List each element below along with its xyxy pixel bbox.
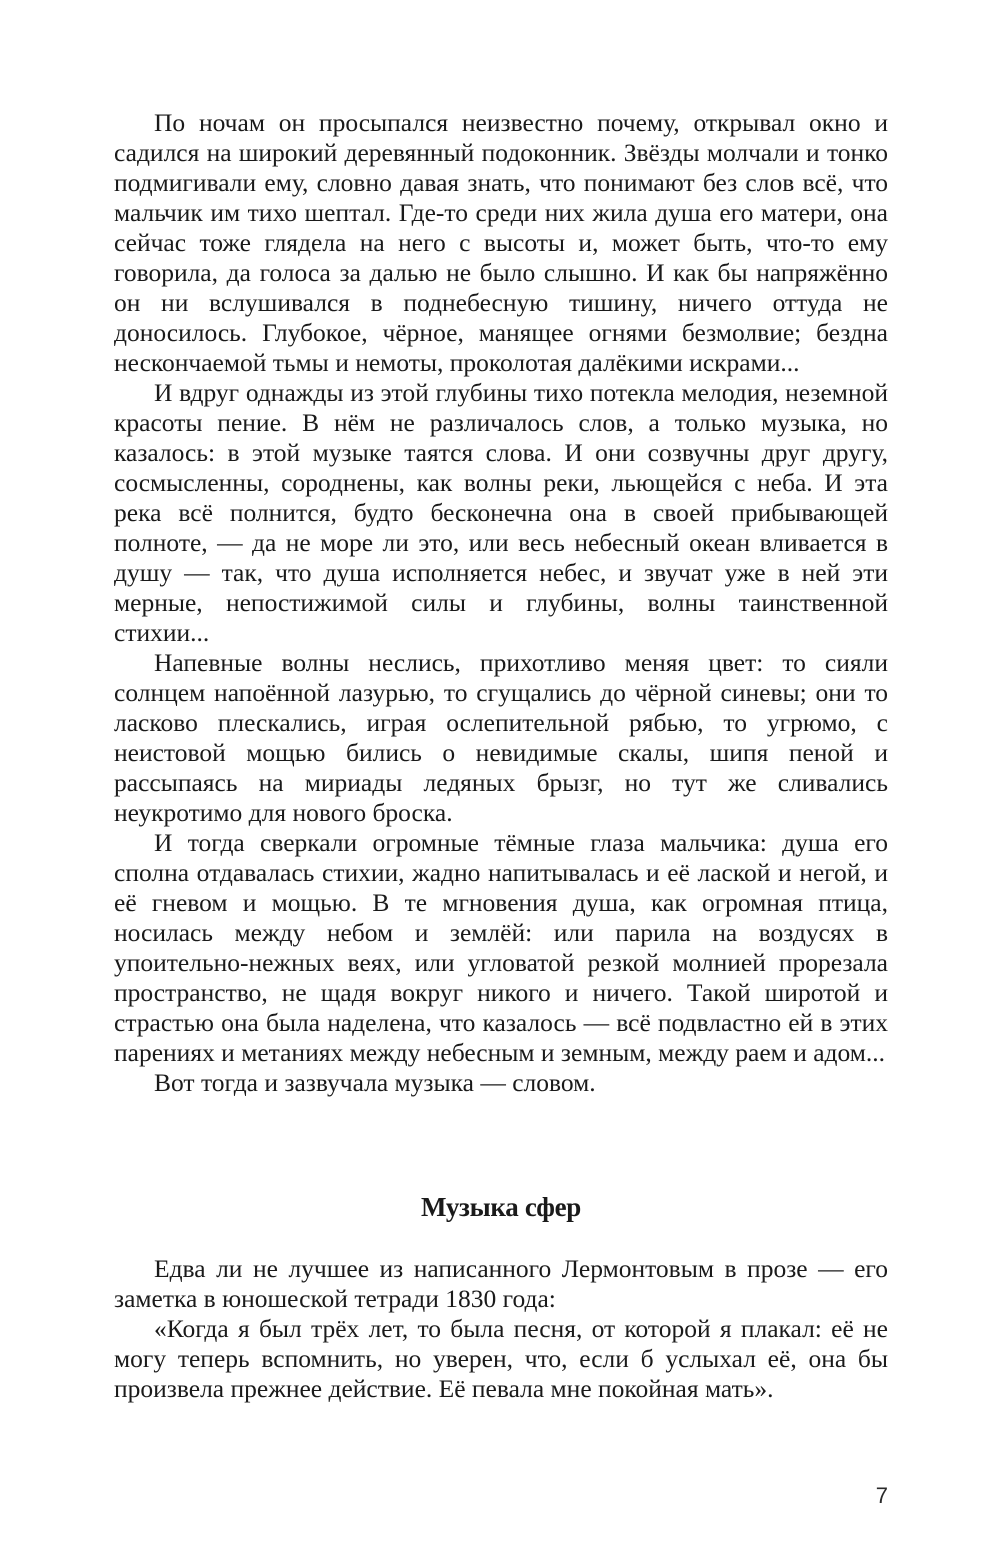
paragraph: Едва ли не лучшее из написанного Лермонтовым в прозе — его заметка в юношеской тетради 1830 года: <box>114 1254 888 1313</box>
paragraph: И вдруг однажды из этой глубины тихо потекла мелодия, неземной красоты пение. В нём не различалось слов, а только музыка, но казалось: в этой музыке таятся слова. И они созвучны друг другу, сосмысленны, сороднены, как волны реки, льющейся с неба. И эта река всё полнится, будто бесконечна она в своей прибывающей полноте, — да не море ли это, или весь небесный океан вливается в душу — так, что душа исполняется небес, и звучат уже в ней эти мерные, непостижимой силы и глубины, волны таинственной стихии... <box>114 378 888 647</box>
paragraph: «Когда я был трёх лет, то была песня, от которой я плакал: её не могу теперь вспомнить, но уверен, что, если б услыхал её, она бы произвела прежнее действие. Её певала мне покойная мать». <box>114 1314 888 1403</box>
paragraph: Вот тогда и зазвучала музыка — словом. <box>154 1068 596 1097</box>
paragraph: И тогда сверкали огромные тёмные глаза мальчика: душа его сполна отдавалась стихии, жадно напитывалась и её лаской и негой, и её гневом и мощью. В те мгновения душа, как огромная птица, носилась между небом и землёй: или парила на воздусях в упоительно-нежных веях, или угловатой резкой молнией прорезала пространство, не щадя вокруг никого и ничего. Такой широтой и страстью она была наделена, что казалось — всё подвластно ей в этих парениях и метаниях между небесным и земным, между раем и адом... <box>114 828 888 1067</box>
body-text-section-1 <box>114 108 888 1098</box>
section-heading: Музыка сфер <box>421 1192 581 1222</box>
body-text-section-2 <box>114 1254 888 1404</box>
paragraph: По ночам он просыпался неизвестно почему, открывал окно и садился на широкий деревянный подоконник. Звёзды молчали и тонко подмигивали ему, словно давая знать, что понимают без слов всё, что мальчик им тихо шептал. Где-то среди них жила душа его матери, она сейчас тоже глядела на него с высоты и, может быть, что-то ему говорила, да голоса за далью не было слышно. И как бы напряжённо он ни вслушивался в поднебесную тишину, ничего оттуда не доносилось. Глубокое, чёрное, манящее огнями безмолвие; бездна нескончаемой тьмы и немоты, проколотая далёкими искрами... <box>114 108 888 377</box>
page-number: 7 <box>875 1483 888 1508</box>
paragraph: Напевные волны неслись, прихотливо меняя цвет: то сияли солнцем напоённой лазурью, то сгущались до чёрной синевы; они то ласково плескались, играя ослепительной рябью, то угрюмо, с неистовой мощью бились о невидимые скалы, шипя пеной и рассыпаясь на мириады ледяных брызг, но тут же сливались неукротимо для нового броска. <box>114 648 888 827</box>
